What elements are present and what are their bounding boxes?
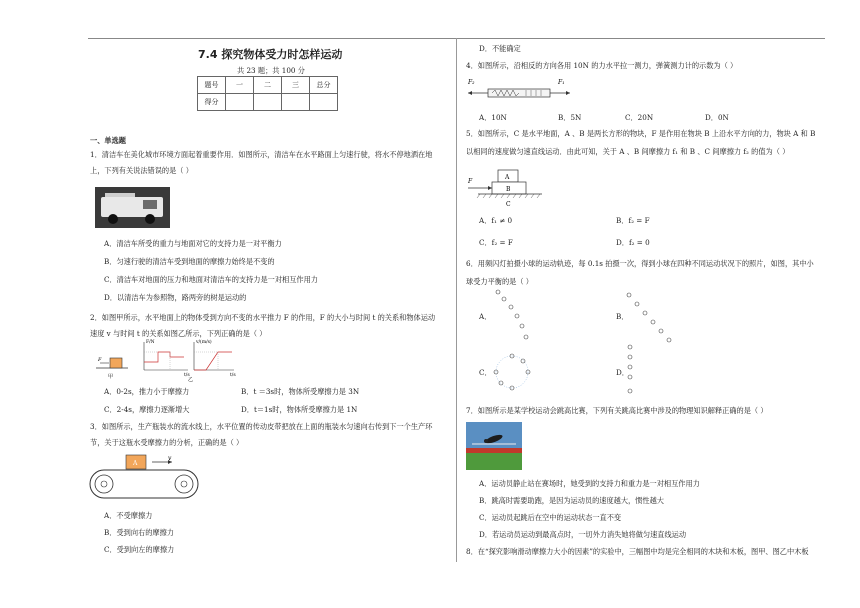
q7-option-b[interactable]: B．跳高时需要助跑，是因为运动员的速度越大，惯性越大 (479, 496, 664, 505)
q2-stem: 速度 v 与时间 t 的关系如图乙所示，下列正确的是（ ） (90, 329, 267, 338)
high-jump-photo (466, 422, 522, 470)
q2-option-d[interactable]: D．t＝1s时，物体所受摩擦力是 1N (241, 405, 358, 414)
q3-option-c[interactable]: C．受到向左的摩擦力 (104, 545, 175, 554)
subtitle: 共 23 题；共 100 分 (237, 66, 305, 75)
score-header: 总分 (310, 77, 338, 94)
question-5 (466, 127, 828, 158)
q6-trajectory-b (624, 292, 674, 342)
q1-stem: 上，下列有关说法错误的是（ ） (90, 166, 193, 175)
q7-option-d[interactable]: D．若运动员运动到最高点时，一切外力消失她将做匀速直线运动 (479, 530, 687, 539)
q5-stem: 5．如图所示，C 是水平地面，A 、B 是两长方形的物块，F 是作用在物块 B 上沿水平方向的力，物块 A 和 B (466, 129, 816, 138)
q4-option-c[interactable]: C．20N (625, 113, 654, 122)
ft-ylabel: F/N (146, 340, 155, 345)
q6-trajectory-c (492, 352, 532, 392)
q3-option-d[interactable]: D．不能确定 (479, 44, 521, 53)
q5-option-b[interactable]: B．f₂ = F (616, 216, 650, 225)
ft-curve (144, 352, 184, 362)
section-heading: 一、单选题 (90, 136, 126, 145)
score-cell[interactable] (226, 94, 254, 111)
q2-option-b[interactable]: B．t ＝3s时，物体所受摩擦力是 3N (241, 387, 360, 396)
force-f1-label: F₁ (558, 79, 565, 86)
q3-conveyor-figure (92, 452, 198, 500)
label-yi: 乙 (188, 377, 194, 383)
q6-stem: 球受力平衡的是（ ） (466, 277, 533, 286)
q7-option-a[interactable]: A．运动员静止站在赛场时，她受到的支持力和重力是一对相互作用力 (479, 479, 700, 488)
q4-option-a[interactable]: A．10N (479, 113, 507, 122)
block-a-label: A (505, 174, 510, 181)
question-2 (90, 311, 452, 340)
block-label-a: A (133, 460, 138, 467)
question-6 (466, 257, 828, 288)
q4-stem: 4．如图所示，沿相反的方向各用 10N 的力水平拉一测力，弹簧测力计的示数为（ ） (466, 61, 738, 70)
ground-c-label: C (506, 201, 511, 208)
q3-stem: 节，关于这瓶水受摩擦力的分析，正确的是（ ） (90, 438, 244, 447)
q1-option-a[interactable]: A．清洁车所受的重力与地面对它的支持力是一对平衡力 (104, 239, 282, 248)
q1-option-b[interactable]: B．匀速行驶的清洁车受到地面的摩擦力始终是不变的 (104, 257, 275, 266)
q7-option-c[interactable]: C．运动员起跳后在空中的运动状态一直不变 (479, 513, 622, 522)
vt-xlabel: t/s (230, 373, 236, 378)
q4-option-b[interactable]: B．5N (558, 113, 582, 122)
vt-ylabel: v/(m/s) (196, 340, 212, 345)
q6-option-d[interactable]: D． (616, 368, 629, 377)
score-header: 三 (282, 77, 310, 94)
q5-option-c[interactable]: C．f₂ = F (479, 238, 513, 247)
q6-trajectory-a (494, 290, 534, 342)
q4-spring-scale-figure (466, 77, 576, 103)
score-cell[interactable] (282, 94, 310, 111)
block-b-label: B (506, 186, 511, 193)
q5-blocks-figure (466, 166, 556, 208)
q7-stem: 7．如图所示是某学校运动会跳高比赛，下列有关跳高比赛中涉及的物理知识解释正确的是（ ） (466, 406, 768, 415)
ft-xlabel: t/s (184, 373, 190, 378)
score-cell[interactable] (310, 94, 338, 111)
q1-stem: 1．清洁车在美化城市环境方面起着重要作用．如图所示，清洁车在水平路面上匀速行驶，将水不停地洒在地 (90, 150, 433, 159)
score-header: 二 (254, 77, 282, 94)
q3-option-a[interactable]: A．不受摩擦力 (104, 511, 153, 520)
velocity-label: v (168, 455, 172, 462)
q1-option-c[interactable]: C．清洁车对地面的压力和地面对清洁车的支持力是一对相互作用力 (104, 275, 318, 284)
score-cell[interactable] (254, 94, 282, 111)
question-1 (90, 148, 452, 177)
street-cleaner-photo (95, 187, 170, 228)
q6-stem: 6．用频闪灯拍摄小球的运动轨迹，每 0.1s 拍摄一次，得到小球在四种不同运动状况下的照片，如图，其中小 (466, 259, 814, 268)
q4-option-d[interactable]: D．0N (705, 113, 729, 122)
q6-option-c[interactable]: C． (479, 368, 492, 377)
q3-option-b[interactable]: B．受到向右的摩擦力 (104, 528, 174, 537)
q2-stem: 2．如图甲所示，水平地面上的物体受到方向不变的水平推力 F 的作用，F 的大小与时间 t 的关系和物体运动 (90, 313, 436, 322)
q2-option-a[interactable]: A．0-2s，推力小于摩擦力 (104, 387, 190, 396)
q6-option-a[interactable]: A． (479, 312, 492, 321)
block (110, 358, 122, 368)
q2-option-c[interactable]: C．2-4s，摩擦力逐渐增大 (104, 405, 190, 414)
label-jia: 甲 (108, 374, 114, 380)
q8-stem: 8．在“探究影响滑动摩擦力大小的因素”的实验中，三幅图中均是完全相同的木块和木板，图甲、图乙中木板 (466, 547, 809, 556)
score-row-label: 得分 (198, 94, 226, 111)
pulley-right (175, 475, 193, 493)
column-divider (456, 38, 457, 562)
question-3 (90, 420, 452, 449)
conveyor-belt (90, 470, 198, 498)
q5-option-a[interactable]: A．f₁ ≠ 0 (479, 216, 513, 225)
q6-option-b[interactable]: B． (616, 312, 629, 321)
q6-trajectory-d (624, 344, 638, 396)
q1-option-d[interactable]: D．以清洁车为参照物，路两旁的树是运动的 (104, 293, 247, 302)
q3-stem: 3．如图所示，生产瓶装水的流水线上，水平位置的传动皮带把放在上面的瓶装水匀速向右传到下一个生产环 (90, 422, 433, 431)
q5-option-d[interactable]: D．f₂ = 0 (616, 238, 650, 247)
q2-figure (96, 338, 236, 382)
pulley-left (95, 475, 113, 493)
force-label: F (468, 178, 473, 185)
score-header: 一 (226, 77, 254, 94)
force-label: F (98, 357, 102, 363)
score-header: 题号 (198, 77, 226, 94)
vt-curve (194, 352, 232, 370)
score-table (197, 76, 338, 111)
street-cleaner-image (95, 187, 170, 228)
q5-stem: 以相同的速度做匀速直线运动．由此可知，关于 A 、B 间摩擦力 f₁ 和 B 、C 间摩擦力 f₂ 的值为（ ） (466, 147, 790, 156)
page-title: 7.4 探究物体受力时怎样运动 (198, 48, 343, 61)
force-f2-label: F₂ (468, 79, 475, 86)
